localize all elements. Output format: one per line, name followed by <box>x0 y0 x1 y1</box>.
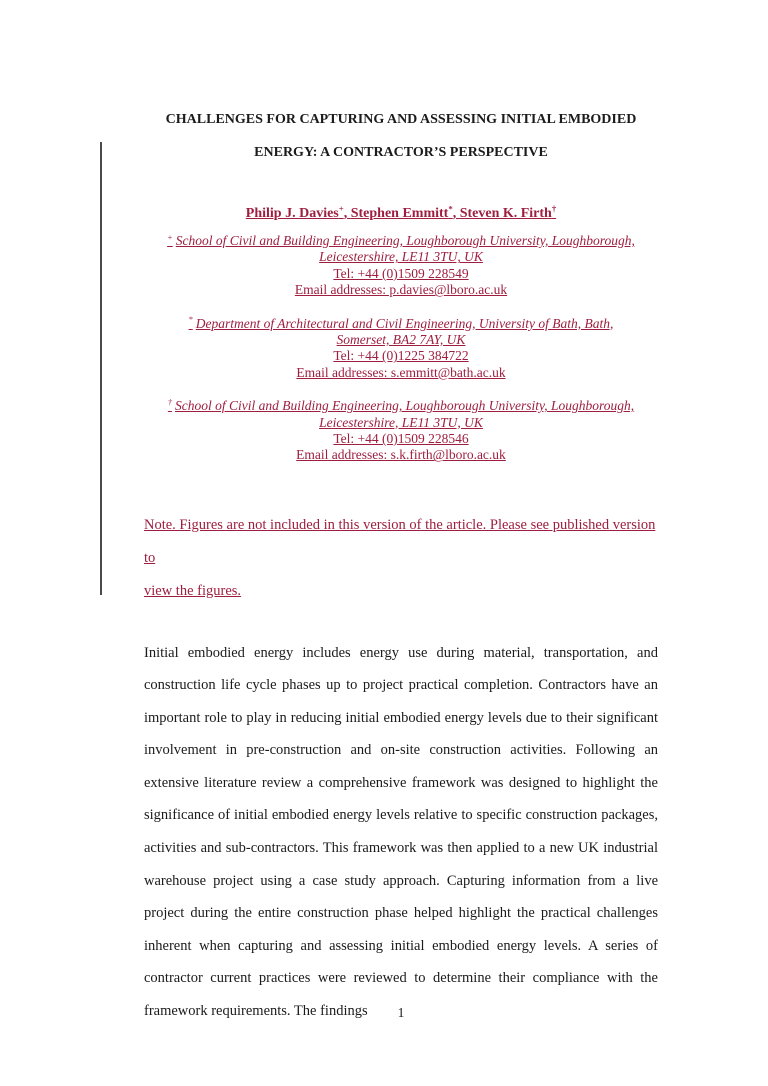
affiliation-address-line2: Leicestershire, LE11 3TU, UK <box>319 249 483 265</box>
author-firth-marker: † <box>551 203 557 214</box>
affiliation-address-line1 <box>144 233 658 249</box>
paper-title <box>144 103 658 169</box>
affiliation-address-line1 <box>144 398 658 414</box>
affiliations-section <box>144 233 658 481</box>
abstract-paragraph: Initial embodied energy includes energy use during material, transportation, and construction life cycle phases up to project practical completion. Contractors have an important role to play in reducing initial embodied energy levels due to their significant involvement in pre-construction and on-site construction activities. Following an extensive literature review a comprehensive framework was designed to highlight the significance of initial embodied energy levels relative to specific construction packages, activities and sub-contractors. This framework was then applied to a new UK industrial warehouse project using a case study approach. Capturing information from a live project during the entire construction phase helped highlight the practical challenges inherent when capturing and assessing initial embodied energy levels. A series of contractor current practices were reviewed to determine their compliance with the framework requirements. The findings <box>144 644 658 1020</box>
affiliation-email: Email addresses: p.davies@lboro.ac.uk <box>294 282 508 298</box>
author-line <box>144 203 658 225</box>
affiliation-tel: Tel: +44 (0)1225 384722 <box>333 348 469 364</box>
affiliation-address-line1 <box>144 316 658 332</box>
page-number: 1 <box>397 1005 405 1020</box>
author-firth <box>459 203 557 221</box>
author-davies-name: Philip J. Davies <box>245 206 339 221</box>
affiliation-address-line2: Leicestershire, LE11 3TU, UK <box>319 414 483 430</box>
author-davies <box>245 203 351 221</box>
affiliation-davies <box>144 233 658 299</box>
author-separator: , <box>343 206 351 221</box>
figures-note <box>144 509 658 608</box>
affiliation-address-text: Department of Architectural and Civil Engineering, University of Bath, Bath, <box>195 315 614 331</box>
author-firth-name: Steven K. Firth <box>459 206 552 221</box>
affiliation-marker: * <box>188 315 193 325</box>
affiliation-email: Email addresses: s.k.firth@lboro.ac.uk <box>296 447 506 463</box>
affiliation-address-line2: Somerset, BA2 7AY, UK <box>336 332 466 348</box>
author-emmitt-name: Stephen Emmitt <box>350 206 449 221</box>
figures-note-line2: view the figures. <box>144 583 242 599</box>
author-emmitt-marker: * <box>448 203 453 214</box>
affiliation-address-text: School of Civil and Building Engineering, Loughborough University, Loughborough, <box>175 398 635 414</box>
author-davies-marker: + <box>338 203 344 214</box>
affiliation-tel: Tel: +44 (0)1509 228546 <box>333 431 469 447</box>
affiliation-tel: Tel: +44 (0)1509 228549 <box>333 265 469 281</box>
paper-title-line1: CHALLENGES FOR CAPTURING AND ASSESSING INITIAL EMBODIED <box>165 112 637 127</box>
revision-change-bar <box>100 142 102 595</box>
affiliation-marker: + <box>167 232 173 242</box>
paper-title-line2: ENERGY: A CONTRACTOR’S PERSPECTIVE <box>254 145 548 160</box>
affiliation-marker: † <box>167 397 173 407</box>
author-emmitt <box>350 203 460 221</box>
author-separator: , <box>452 206 460 221</box>
affiliation-address-text: School of Civil and Building Engineering, Loughborough University, Loughborough, <box>175 233 635 248</box>
affiliation-email: Email addresses: s.emmitt@bath.ac.uk <box>296 364 506 380</box>
affiliation-emmitt <box>144 316 658 382</box>
affiliation-firth <box>144 398 658 464</box>
figures-note-line1: Note. Figures are not included in this version of the article. Please see published version to <box>144 517 656 566</box>
